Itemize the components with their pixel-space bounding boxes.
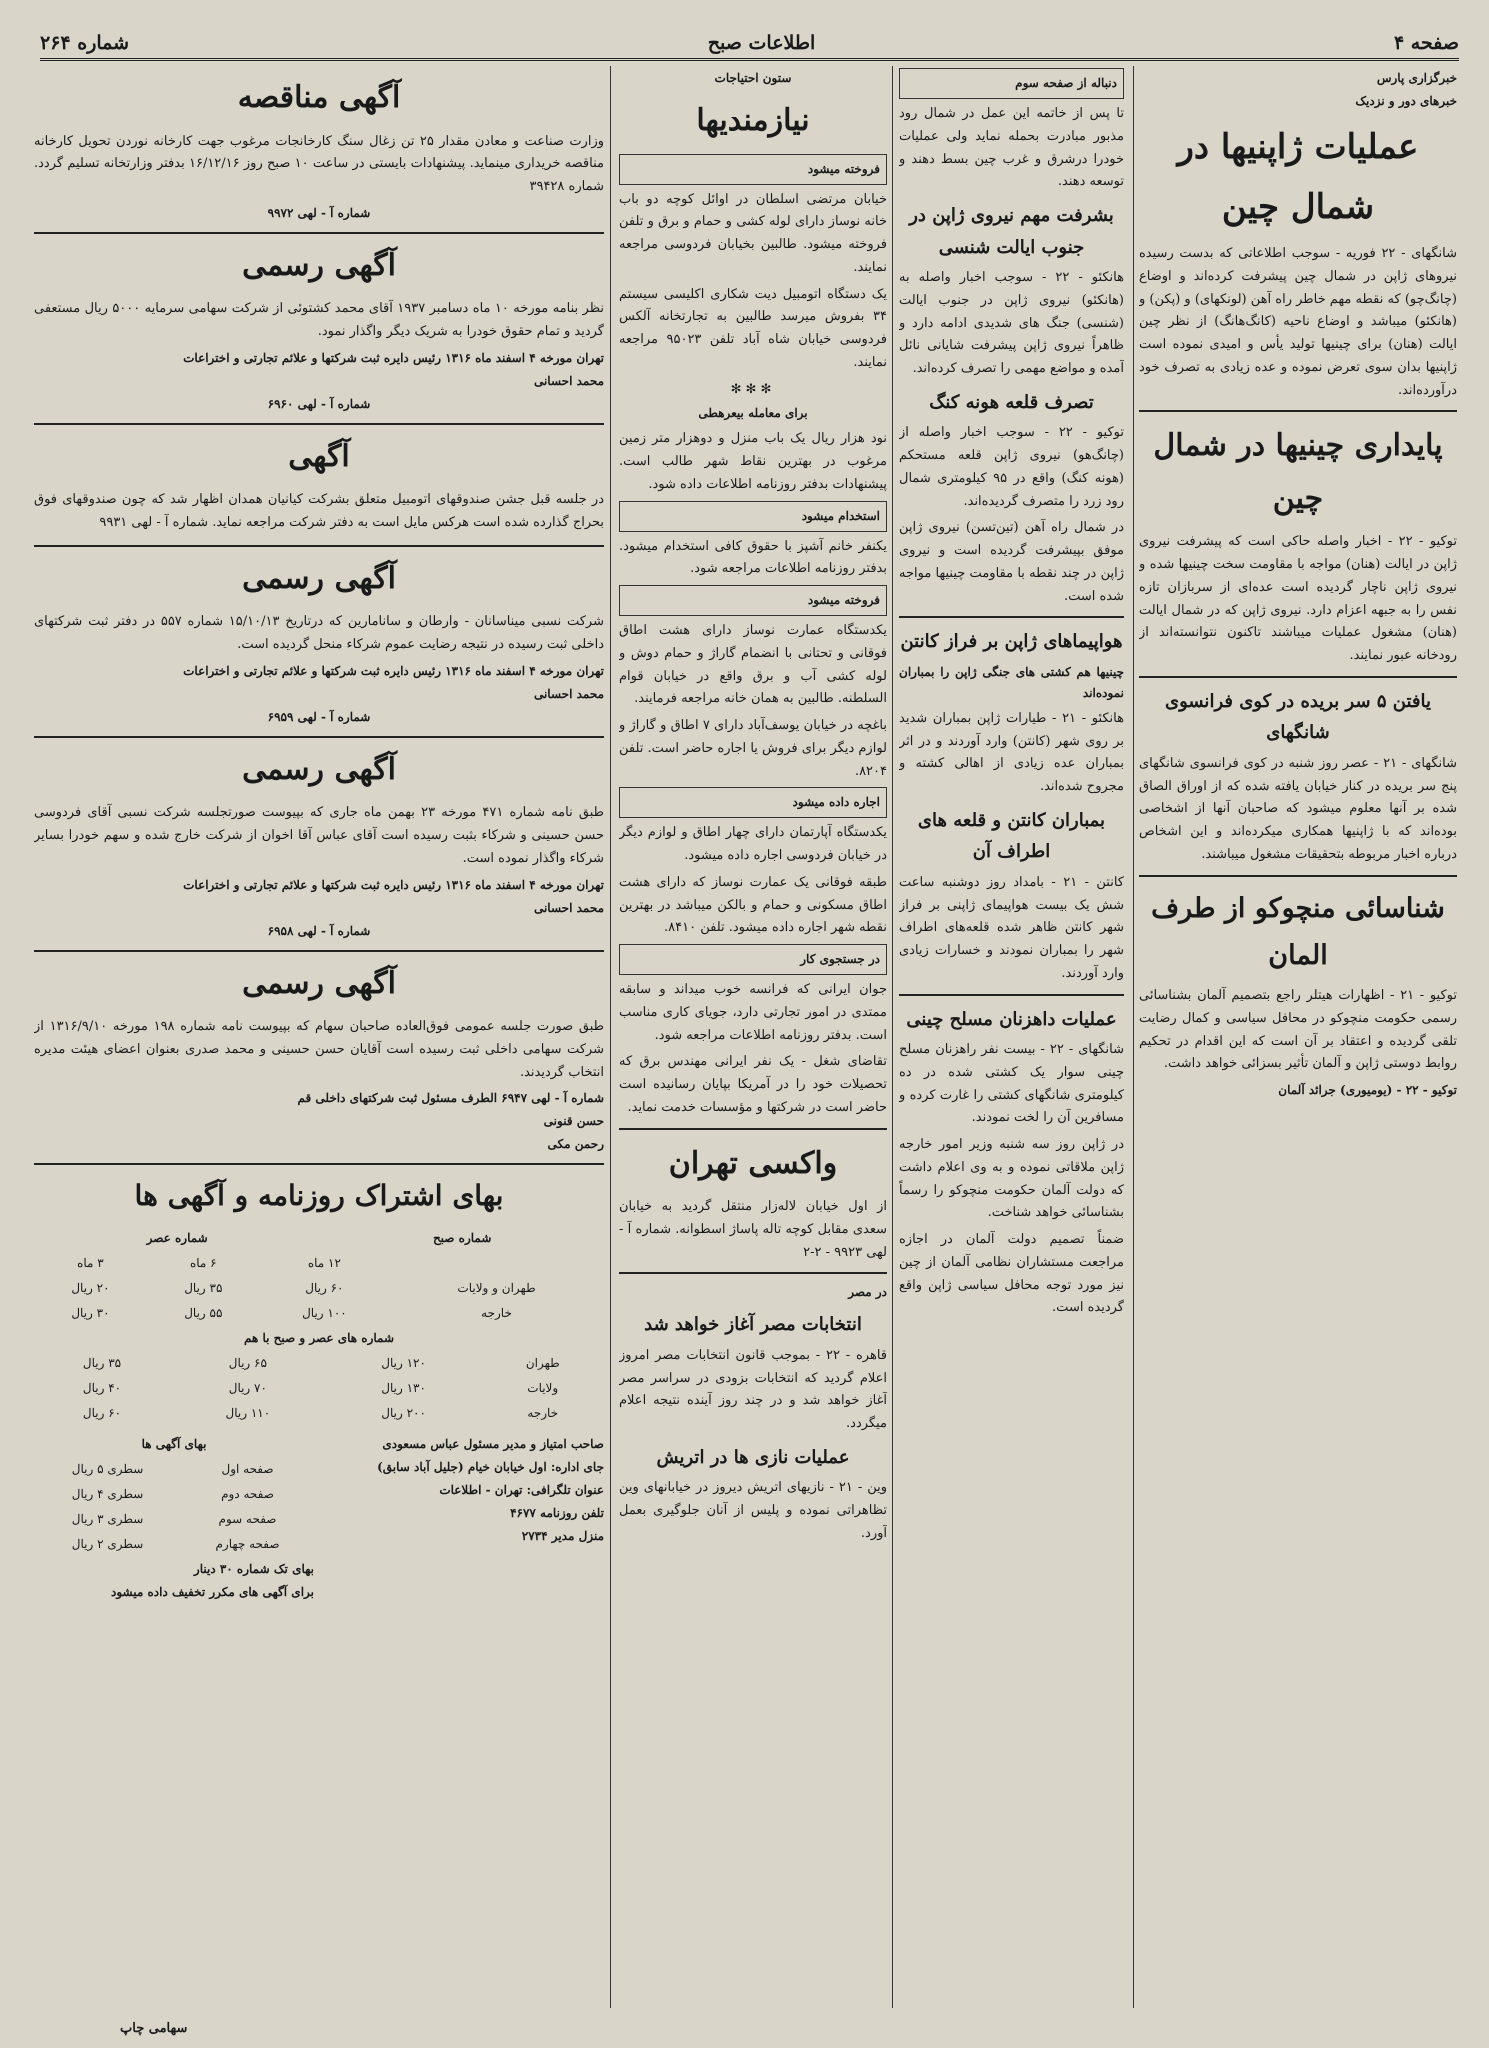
news-column-2 <box>899 66 1124 2008</box>
telegraph-line: عنوان تلگرافی: تهران - اطلاعات <box>439 1483 604 1498</box>
issue-label: شماره ۲۶۴ <box>40 32 130 54</box>
table-cell: ۱۰۰ ریال <box>302 1306 347 1321</box>
headline: پایداری چینیها در شمال چین <box>1153 428 1443 516</box>
story-text: توکیو - ۲۲ - سوجب اخبار واصله از (چانگ‌هو) نیروی ژاپن قلعه مستحکم (هونه کنگ) واقع در ۹۵ کیلومتری شمال رود زرد را متصرف گردیده‌اند. <box>899 425 1124 509</box>
subscription-title: بهای اشتراک روزنامه و آگهی ها <box>134 1179 504 1213</box>
classified-ad: یکدستگاه عمارت نوساز دارای هشت اطاق فوقانی و تحتانی با انضمام گاراژ و حمام دوش و لوله کشی آب و برق واقع در خیابان قوام السلطنه. طالبین به همان خانه مراجعه فرمایند. <box>619 623 887 707</box>
evening-edition-label: شماره عصر <box>146 1231 208 1246</box>
classified-ad: یک دستگاه اتومبیل دیت شکاری اکلیسی سیستم ۳۴ بفروش میرسد طالبین به تجارتخانه آلکس فردوسی خیابان شاه آباد تلفن ۹۵۰۲۳ مراجعه نمایند. <box>619 286 887 370</box>
table-cell: ۶۵ ریال <box>228 1356 267 1371</box>
table-cell: ۱۱۰ ریال <box>225 1406 271 1421</box>
story-text: شانگهای - ۲۱ - عصر روز شنبه در کوی فرانسوی شانگهای پنج سر بریده در کنار خیابان یافته شده که از اوراق الصاق شده بر آنها معلوم میشود که صاحبان آنها از اشخاصی بوده‌اند که با ژاپنیها همکاری میکرده‌اند و این اشخاص درباره اخبار مربوطه بتحقیقات مشغول میباشند. <box>1139 755 1457 862</box>
table-cell: ۱۳۰ ریال <box>381 1381 426 1396</box>
table-cell: سطری ۲ ریال <box>71 1537 144 1552</box>
subscription-box <box>34 1171 604 1605</box>
notice-text: طبق صورت جلسه عمومی فوق‌العاده صاحبان سهام که بپیوست نامه شماره ۱۹۸ مورخه ۱۳۱۶/۹/۱۰ از شرکت سهامی داخلی ثبت رسیده است آقایان حسن حسینی و محمد صدری بعنوان اعضای هیئت مدیره انتخاب گردیدند. <box>34 1019 604 1080</box>
headline: عملیات داهزنان مسلح چینی <box>906 1008 1117 1030</box>
table-cell: صفحه چهارم <box>215 1537 280 1552</box>
masthead <box>40 28 1459 61</box>
classified-ad: خیابان مرتضی اسلطان در اوائل کوچه دو باب خانه نوساز دارای لوله کشی و حمام و برق و تلفن فروخته میشود. طالبین بخیابان فردوسی مراجعه نمایند. <box>619 191 887 275</box>
story-text: شانگهای - ۲۲ فوریه - سوجب اطلاعاتی که بدست رسیده نیروهای ژاپن در شمال چین پیشرفت کرده‌اند و اوضاع (چانگ‌چو) که نقطه مهم خاطر راه آهن (لونکهای) و (پکن) و (هانکئو) میباشد و اوضاع ناحیه (کانگ‌هانگ) از نظر چین ایالت (هنان) برای چینیها تولید یأس و امیدی نموده است ژاپنیها بدان سوی تعرض نموده و عده زیادی به تصرف خود درآورده‌اند. <box>1139 246 1457 398</box>
continued-label: دنباله از صفحه سوم <box>899 68 1124 99</box>
printer-credit: سهامی چاپ <box>120 2021 188 2036</box>
story-text: کانتن - ۲۱ - بامداد روز دوشنبه ساعت شش یک بیست هواپیمای ژاپنی بر فراز شهر کانتن ظاهر شده قلعه‌های اطراف شهر را بمباران نمودند و خسارات زیادی وارد آوردند. <box>899 874 1124 981</box>
story-text: در ژاپن روز سه شنبه وزیر امور خارجه ژاپن ملاقاتی نموده و به وی اعلام داشت که دولت آلمان حکومت منچوکو را رسماً بشناسائی خواهد شناخت. <box>899 1137 1124 1221</box>
notice-text: در جلسه قبل جشن صندوقهای اتومبیل متعلق بشرکت کیانیان همدان اظهار شد که چون صندوقهای فوق بحراج گذارده شده است هرکس مایل است به دفتر شرکت مراجعه نماید. شماره آ - لهی ۹۹۳۱ <box>34 492 604 530</box>
subhead: چینیها هم کشتی های جنگی ژاپن را بمباران نموده‌اند <box>899 664 1124 700</box>
publisher-info <box>34 1432 604 1605</box>
divider <box>1139 410 1457 412</box>
morning-edition-label: شماره صبح <box>432 1231 492 1246</box>
classified-ad: جوان ایرانی که فرانسه خوب میداند و سابقه ممتدی در امور تجارتی دارد، جویای کاری مناسب است. بدفتر روزنامه اطلاعات مراجعه شود. <box>619 982 887 1043</box>
news-column-1 <box>1139 66 1457 2008</box>
notice-number: شماره آ - لهی ۶۹۶۰ <box>267 396 371 411</box>
notice-official <box>34 958 604 1166</box>
story-text: تا پس از خاتمه این عمل در شمال رود مذبور مبادرت بحمله نماید ولی عملیات خودرا درشرق و غرب چین بسط دهند و توسعه دهند. <box>899 106 1124 190</box>
ad-headline: واکسی تهران <box>668 1145 838 1181</box>
table-cell: صفحه سوم <box>218 1512 277 1527</box>
table-row <box>34 1276 604 1301</box>
story-text: در شمال راه آهن (تین‌تسن) نیروی ژاپن موفق بپیشرفت گردیده است و نیروی ژاپن در چند نقطه با مقاومت چینیها مواجه شده است. <box>899 520 1124 604</box>
headline: هواپیماهای ژاپن بر فراز کانتن <box>900 631 1123 653</box>
table-cell: خارجه <box>481 1306 512 1321</box>
notice-text: وزارت صناعت و معادن مقدار ۲۵ تن زغال سنگ کارخانجات مرغوب جهت کارخانه نوردن تحویل کارخانه مناقصه خریداری مینماید. پیشنهادات بایستی در ساعت ۱۰ صبح روز ۱۶/۱۲/۱۶ بدفتر وزارتخانه تسلیم گردد. شماره ۳۹۴۲۸ <box>34 133 604 194</box>
story-text: هانکئو - ۲۲ - سوجب اخبار واصله به (هانکئو) نیروی ژاپن در جنوب ایالت (شنسی) جنگ های شدیدی ادامه دارد و ظاهراً نیروی ژاپن پیشرفت شایانی نائل آمده و مواضع مهمی را تصرف کرده‌اند. <box>899 270 1124 376</box>
headline: شناسائی منچوکو از طرف المان <box>1151 892 1445 971</box>
notice-title: آگهی رسمی <box>242 560 396 596</box>
divider <box>899 994 1124 996</box>
table-header-cell: ۱۲ ماه <box>307 1256 341 1271</box>
classified-category: استخدام میشود <box>619 501 887 532</box>
ad-rates-title: بهای آگهی ها <box>141 1437 207 1452</box>
headline: بمباران کانتن و قلعه های اطراف آن <box>917 809 1106 863</box>
table-cell: ۳۰ ریال <box>71 1306 110 1321</box>
table-cell: ۳۵ ریال <box>82 1356 122 1371</box>
classifieds-headline: نیازمندیها <box>696 103 810 138</box>
classified-ad: طبقه فوقانی یک عمارت نوساز که دارای هشت اطاق مسکونی و حمام و بالکن میباشد در بهترین نقطه شهر اجاره داده میشود. تلفن ۸۴۱۰. <box>619 874 887 936</box>
ad-rates-block <box>34 1432 314 1605</box>
headline: تصرف قلعه هونه کنگ <box>929 391 1094 413</box>
subscription-table <box>34 1251 604 1326</box>
paper-name: اطلاعات صبح <box>707 32 816 54</box>
headline: یافتن ۵ سر بریده در کوی فرانسوی شانگهای <box>1164 690 1431 744</box>
story-text: قاهره - ۲۲ - بموجب قانون انتخابات مصر امروز اعلام گردید که انتخابات بزودی در سراسر مصر آغاز خواهد شد و در چند روز آینده نتیجه اعلام میگردد. <box>619 1347 887 1431</box>
notice-official <box>34 240 604 425</box>
kicker-sub: خبرهای دور و نزدیک <box>1355 94 1457 108</box>
divider <box>619 1272 887 1274</box>
table-cell: خارجه <box>527 1406 559 1421</box>
publisher-block <box>324 1432 604 1605</box>
notice-signature: محمد احسانی <box>533 373 604 388</box>
table-header-cell: ۳ ماه <box>77 1256 104 1271</box>
notice-title: آگهی مناقصه <box>237 80 401 115</box>
table-cell: سطری ۴ ریال <box>71 1487 144 1502</box>
table-cell: ۳۵ ریال <box>184 1281 223 1296</box>
edition-labels <box>34 1226 604 1251</box>
divider <box>619 1128 887 1130</box>
notice-signature: تهران مورخه ۴ اسفند ماه ۱۳۱۶ رئیس دایره ثبت شرکتها و علائم تجارتی و اختراعات <box>183 877 604 892</box>
page-label: صفحه ۴ <box>1393 32 1459 54</box>
notice-title: آگهی رسمی <box>242 965 396 1001</box>
table-cell: ۶۰ ریال <box>82 1406 122 1421</box>
column-rule <box>610 66 611 2008</box>
notice-text: طبق نامه شماره ۴۷۱ مورخه ۲۳ بهمن ماه جاری که بپیوست صورتجلسه شرکت نسبی آقای فردوسی حسن حسینی و شرکاء بثبت رسیده است آقای عباس آقا اخوان از شرکت خارج شده و سهم خودرا بسایر شرکاء واگذار نموده است. <box>34 805 604 866</box>
table-cell: ۶۰ ریال <box>305 1281 344 1296</box>
story-text: ضمناً تصمیم دولت آلمان در اجازه مراجعت مستشاران نظامی آلمان از چین نیز مورد توجه محافل سیاسی ژاپن واقع گردیده است. <box>899 1232 1124 1316</box>
table-cell: ۷۰ ریال <box>228 1381 267 1396</box>
column-rule <box>892 66 893 2008</box>
table-row <box>34 1401 604 1426</box>
table-row <box>34 1507 314 1532</box>
notice-official <box>34 553 604 738</box>
notice-text: شرکت نسبی میناسانان - وارطان و سانامارین که درتاریخ ۱۵/۱۰/۱۳ شماره ۵۵۷ در دفتر ثبت شرکتهای داخلی ثبت رسیده در نتیجه رضایت عموم شرکاء منحل گردیده است. <box>34 614 604 652</box>
table-cell: ۲۰ ریال <box>71 1281 110 1296</box>
classified-ad: از اول خیابان لاله‌زار منتقل گردید به خیابان سعدی مقابل کوچه تاله پاساژ اسطوانه. شماره آ - لهی ۹۹۲۳ - ۲-۲ <box>619 1199 887 1260</box>
classified-ad: یکنفر خانم آشپز با حقوق کافی استخدام میشود. بدفتر روزنامه اطلاعات مراجعه شود. <box>619 538 887 577</box>
notice-signature: حسن قنونی <box>543 1114 604 1129</box>
notice-signature: محمد احسانی <box>533 686 604 701</box>
classified-category: برای معامله بیعرهطی <box>698 406 808 421</box>
notice-title: آگهی <box>288 438 350 474</box>
notice-title: آگهی رسمی <box>242 751 396 787</box>
notice-signature: رحمن مکی <box>547 1137 604 1152</box>
owner-line: صاحب امتیاز و مدیر مسئول عباس مسعودی <box>382 1437 604 1452</box>
table-cell: ۵۵ ریال <box>184 1306 223 1321</box>
table-row <box>34 1301 604 1326</box>
table-cell: سطری ۳ ریال <box>71 1512 144 1527</box>
single-price: بهای تک شماره ۳۰ دینار <box>193 1562 314 1577</box>
classified-category: اجاره داده میشود <box>619 787 887 818</box>
headline: عملیات ژاپنیها در شمال چین <box>1177 127 1419 227</box>
home-phone-line: منزل مدیر ۲۷۳۴ <box>521 1529 604 1544</box>
table-cell: ۱۲۰ ریال <box>381 1356 426 1371</box>
table-row <box>34 1376 604 1401</box>
notice-signature: تهران مورخه ۴ اسفند ماه ۱۳۱۶ رئیس دایره ثبت شرکتها و علائم تجارتی و اختراعات <box>183 663 604 678</box>
classified-category: فروخته میشود <box>619 154 887 185</box>
story-text: شانگهای - ۲۲ - بیست نفر راهزنان مسلح چینی سوار یک کشتی شده در ده کیلومتری شانگهای کشتی را غارت کرده و مسافرین آن را لخت نمودند. <box>899 1042 1124 1126</box>
table-cell: طهران و ولایات <box>457 1281 536 1296</box>
divider <box>1139 875 1457 877</box>
footer-note: توکیو - ۲۲ - (یومیوری) جرائد آلمان <box>1278 1083 1457 1097</box>
notice-text: نظر بنامه مورخه ۱۰ ماه دسامبر ۱۹۳۷ آقای محمد کشتوئی از شرکت سهامی سرمایه ۵۰۰۰ ریال مستعفی گردید و تمام حقوق خودرا به شریک دیگر واگذار نمود. <box>34 301 604 339</box>
star-separator: ✻✻✻ <box>730 381 776 397</box>
divider <box>1139 676 1457 678</box>
combo-table <box>34 1351 604 1426</box>
section-title: ستون احتیاجات <box>714 71 792 85</box>
table-cell: ولایات <box>527 1381 559 1396</box>
story-text: توکیو - ۲۱ - اظهارات هیتلر راجع بتصمیم آلمان بشناسائی رسمی حکومت منچوکو در محافل سیاسی و کمال رضایت تلقی گردیده و اعتقاد بر آن است که این اقدام در تحکیم روابط دوستی ژاپن و آلمان تأثیر بسزائی خواهد داشت. <box>1139 988 1457 1072</box>
notice-number: شماره آ - لهی ۶۹۵۸ <box>267 923 371 938</box>
ad-rates-table <box>34 1457 314 1557</box>
notice-official <box>34 744 604 952</box>
table-cell: ۴۰ ریال <box>82 1381 122 1396</box>
classified-category: فروخته میشود <box>619 585 887 616</box>
story-text: هانکئو - ۲۱ - طیارات ژاپن بمباران شدید بر روی شهر (کانتن) وارد آوردند و در اثر بمباران عده زیادی از اهالی کشته و مجروح شده‌اند. <box>899 710 1124 794</box>
headline: بشرفت مهم نیروی ژاپن در جنوب ایالت شنسی <box>909 205 1114 258</box>
headline: عملیات نازی ها در اتریش <box>656 1446 850 1468</box>
notice-signature: شماره آ - لهی ۶۹۴۷ الطرف مسئول ثبت شرکتهای داخلی قم <box>297 1091 604 1106</box>
notice-number: شماره آ - لهی ۶۹۵۹ <box>267 709 371 724</box>
classified-ad: باغچه در خیابان یوسف‌آباد دارای ۷ اطاق و گاراژ و لوازم دیگر برای فروش یا اجاره حاضر است. تلفن ۸۲۰۴. <box>619 718 887 779</box>
table-cell: صفحه اول <box>221 1462 274 1477</box>
table-header-cell: ۶ ماه <box>189 1256 217 1271</box>
table-cell: سطری ۵ ریال <box>71 1462 144 1477</box>
classified-category: در جستجوی کار <box>619 944 887 975</box>
table-row <box>34 1351 604 1376</box>
table-cell: صفحه دوم <box>221 1487 274 1502</box>
table-row <box>34 1482 314 1507</box>
classified-ad: تقاضای شغل - یک نفر ایرانی مهندس برق که تحصیلات خود را در آمریکا بپایان رسانیده است حاضر است در شرکتها و مؤسسات خدمت نماید. <box>619 1054 887 1115</box>
story-text: توکیو - ۲۲ - اخبار واصله حاکی است که پیشرفت نیروی ژاپن در ایالت (هنان) مواجه با مقاومت سخت چینیها شده و نیروی ژاپن ناچار گردیده است عده‌ای از سربازان تازه نفس را به جبهه اعزام دارد. نیروی ژاپن که در شمال ایالت (هنان) مشغول عملیات میباشند تاکنون نتوانسته‌اند از رودخانه عبور نمایند. <box>1139 534 1457 663</box>
section-label: در مصر <box>848 1285 887 1300</box>
table-header-cell <box>389 1251 604 1276</box>
phone-line: تلفن روزنامه ۴۶۷۷ <box>510 1506 604 1521</box>
address-line: جای اداره: اول خیابان خیام (جلیل آباد سابق) <box>377 1460 604 1475</box>
notice-title: آگهی رسمی <box>242 247 396 283</box>
notice-signature: محمد احسانی <box>533 900 604 915</box>
notices-column <box>34 66 604 1998</box>
classifieds-column <box>619 66 887 2008</box>
ads-note: برای آگهی های مکرر تخفیف داده میشود <box>111 1585 314 1600</box>
table-cell: طهران <box>525 1356 560 1371</box>
notice-tender <box>34 72 604 234</box>
divider <box>899 616 1124 618</box>
notice-general <box>34 431 604 547</box>
table-header-row <box>34 1251 604 1276</box>
column-rule <box>1133 66 1134 2008</box>
table-row <box>34 1457 314 1482</box>
kicker: خبرگزاری پارس <box>1376 71 1457 85</box>
headline: انتخابات مصر آغاز خواهد شد <box>644 1314 862 1336</box>
classified-ad: یکدستگاه آپارتمان دارای چهار اطاق و لوازم دیگر در خیابان فردوسی اجاره داده میشود. <box>619 825 887 863</box>
combo-title: شماره های عصر و صبح با هم <box>243 1331 395 1346</box>
table-row <box>34 1532 314 1557</box>
notice-signature: تهران مورخه ۴ اسفند ماه ۱۳۱۶ رئیس دایره ثبت شرکتها و علائم تجارتی و اختراعات <box>183 350 604 365</box>
notice-number: شماره آ - لهی ۹۹۷۲ <box>267 205 371 220</box>
table-cell: ۲۰۰ ریال <box>381 1406 426 1421</box>
story-text: وین - ۲۱ - نازیهای اتریش دیروز در خیابانهای وین تظاهراتی نموده و پلیس از آنان جلوگیری بعمل آورد. <box>619 1480 887 1541</box>
classified-ad: نود هزار ریال یک باب منزل و دوهزار متر زمین مرغوب در بهترین نقاط شهر طالب است. پیشنهادات بدفتر روزنامه اطلاعات داده شود. <box>619 431 887 492</box>
